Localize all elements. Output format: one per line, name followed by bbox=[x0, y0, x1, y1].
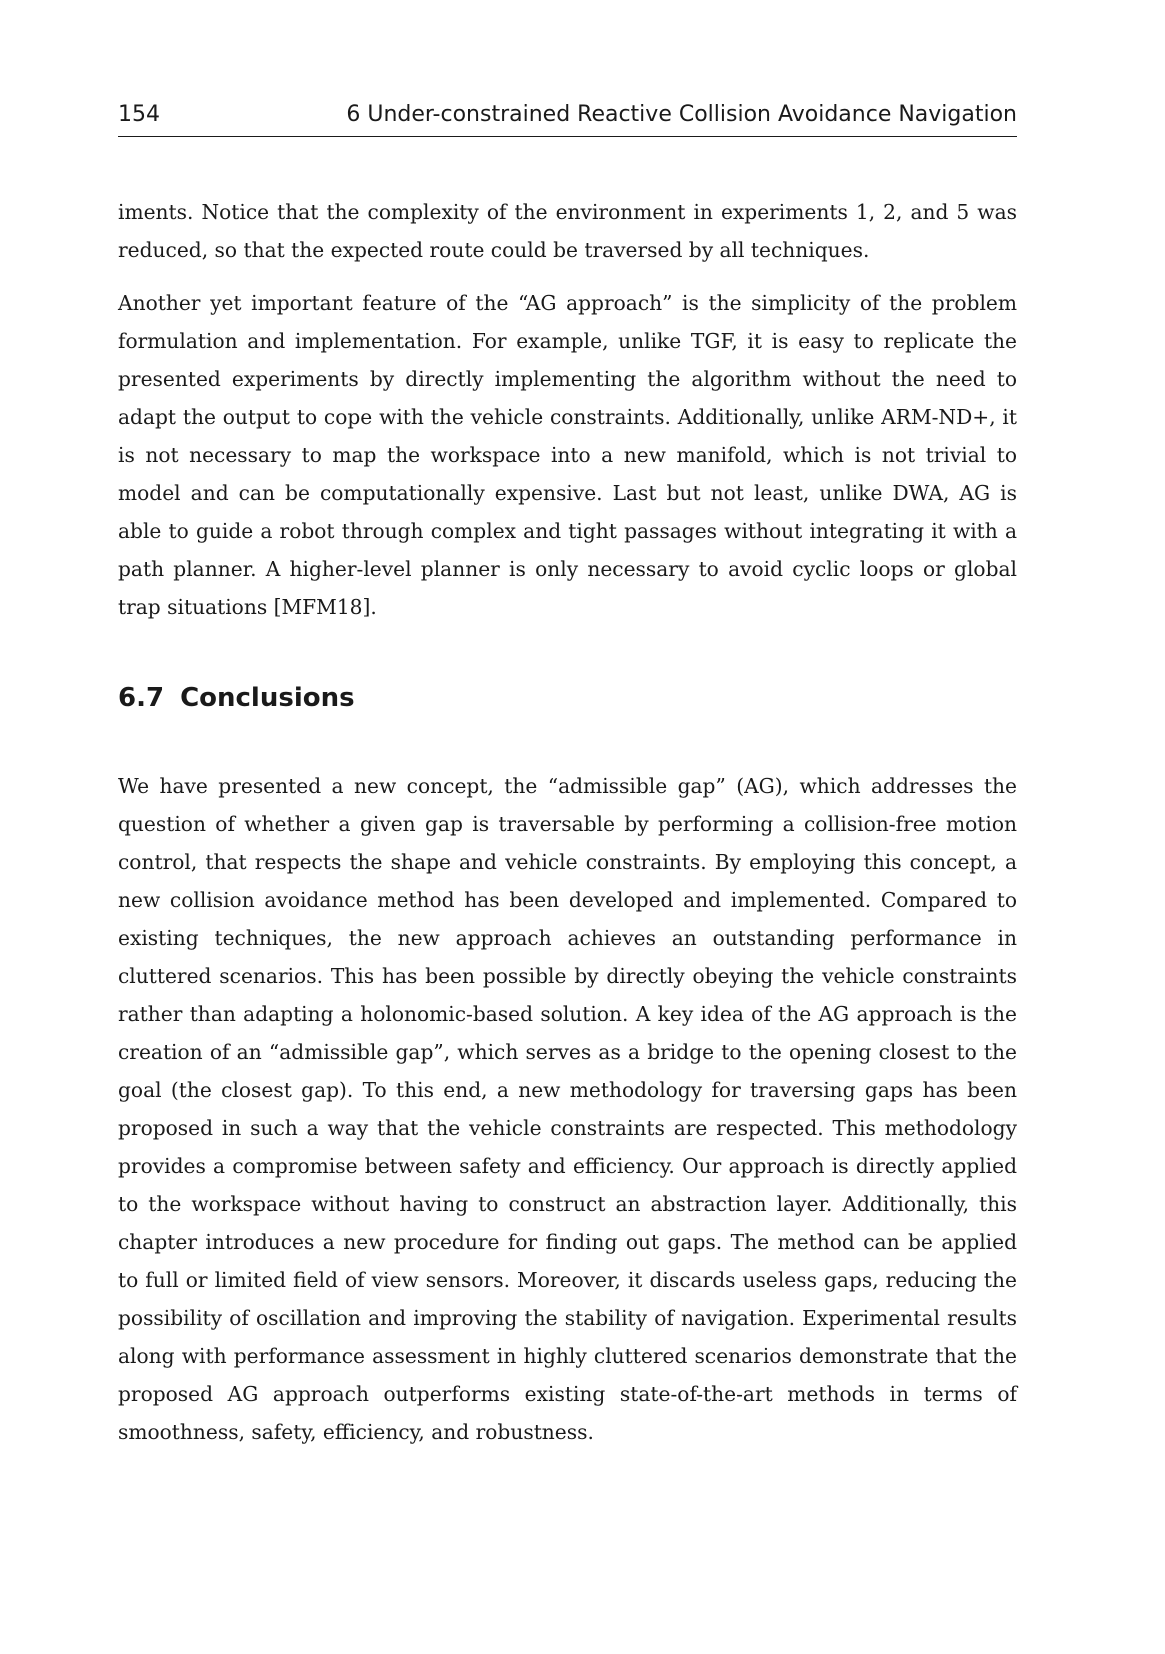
section-title: Conclusions bbox=[180, 683, 355, 713]
paragraph-ag-approach-features: Another yet important feature of the “AG approach” is the simplicity of the problem formulation and implementation. For example, unlike TGF, it is easy to replicate the presented experiments by directly implementing the algorithm without the need to adapt the output to cope with the vehicle constraints. Additionally, unlike ARM-ND+, it is not necessary to map the workspace into a new manifold, which is not trivial to model and can be computationally expensive. Last but not least, unlike DWA, AG is able to guide a robot through complex and tight passages without integrating it with a path planner. A higher-level planner is only necessary to avoid cyclic loops or global trap situations [MFM18]. bbox=[118, 291, 1017, 619]
paragraph-conclusions: We have presented a new concept, the “admissible gap” (AG), which addresses the question of whether a given gap is traversable by performing a collision-free motion control, that respects the shape and vehicle constraints. By employing this concept, a new collision avoidance method has been developed and implemented. Compared to existing techniques, the new approach achieves an outstanding performance in cluttered scenarios. This has been possible by directly obeying the vehicle constraints rather than adapting a holonomic-based solution. A key idea of the AG approach is the creation of an “admissible gap”, which serves as a bridge to the opening closest to the goal (the closest gap). To this end, a new methodology for traversing gaps has been proposed in such a way that the vehicle constraints are respected. This methodology provides a compromise between safety and efficiency. Our approach is directly applied to the workspace without having to construct an abstraction layer. Additionally, this chapter introduces a new procedure for finding out gaps. The method can be applied to full or limited field of view sensors. Moreover, it discards useless gaps, reducing the possibility of oscillation and improving the stability of navigation. Experimental results along with performance assessment in highly cluttered scenarios demonstrate that the proposed AG approach outperforms existing state-of-the-art methods in terms of smoothness, safety, efficiency, and robustness. bbox=[118, 774, 1017, 1444]
section-heading bbox=[118, 680, 355, 716]
running-title: 6 Under-constrained Reactive Collision Avoidance Navigation bbox=[346, 102, 1017, 127]
page-header bbox=[118, 98, 1017, 137]
section-number: 6.7 bbox=[118, 683, 165, 713]
paragraph-continued: iments. Notice that the complexity of the environment in experiments 1, 2, and 5 was reduced, so that the expected route could be traversed by all techniques. bbox=[118, 200, 1017, 262]
page-number: 154 bbox=[118, 102, 160, 127]
